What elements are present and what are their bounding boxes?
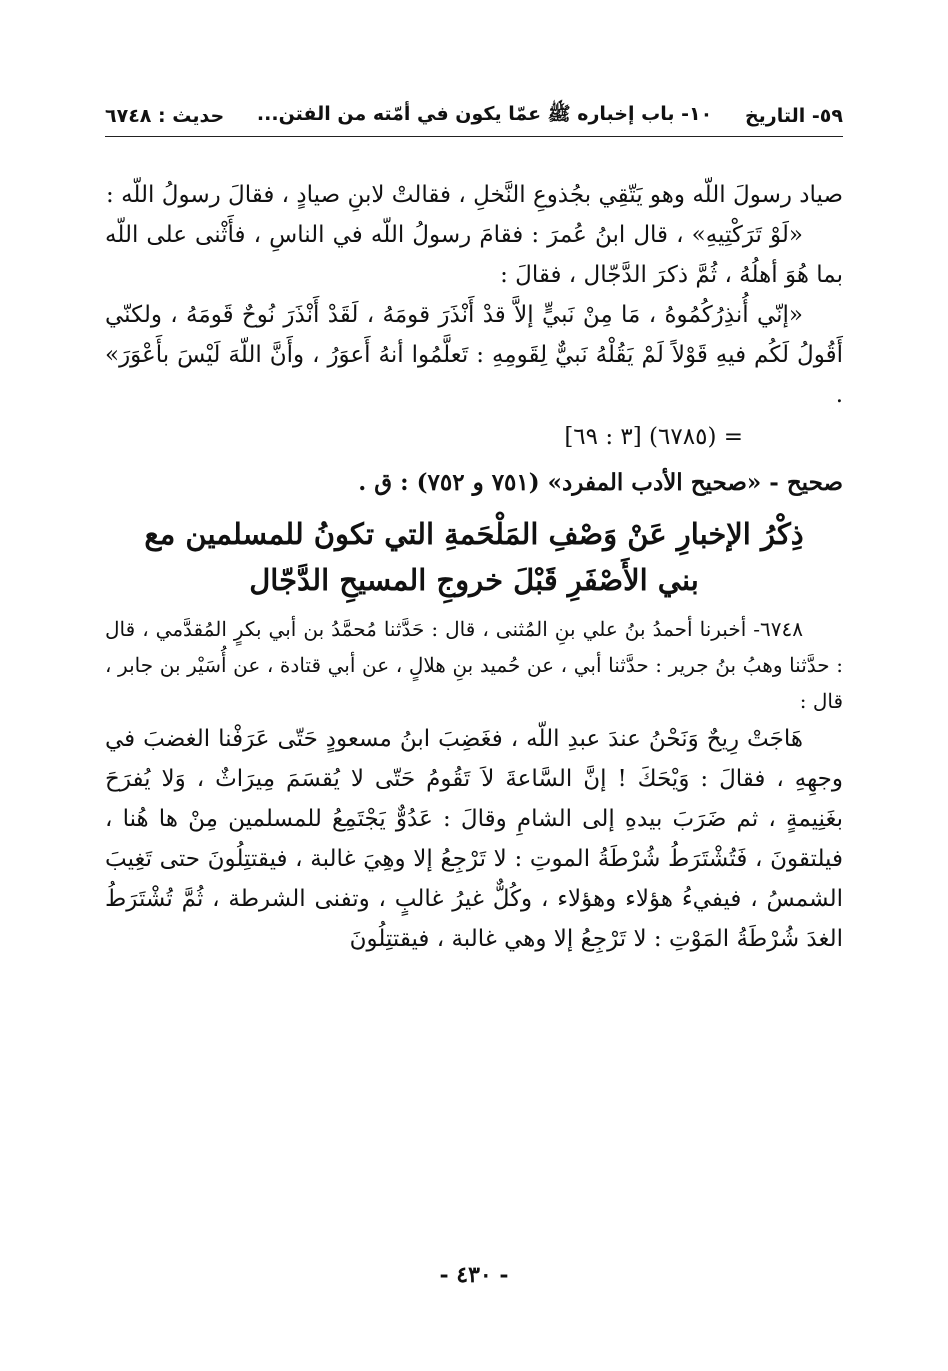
- grade-text: - «صحيح الأدب المفرد» (٧٥١ و ٧٥٢) : ق .: [358, 469, 779, 496]
- chapter-title: [105, 511, 843, 603]
- matn-paragraph: هَاجَتْ رِيحٌ وَنَحْنُ عندَ عبدِ اللّه ، فغَضِبَ ابنُ مسعودٍ حَتّى عَرَفْنا الغضبَ في وجهِهِ ، فقالَ : وَيْحَكَ ! إنَّ السَّاعةَ لاَ تَقُومُ حَتّى لا يُقسَمَ مِيرَاثٌ ، وَلا يُفرَحَ بغَنِيمةٍ ، ثم ضَرَبَ بيدهِ إلى الشامِ وقالَ : عَدُوٌّ يَجْتَمِعُ للمسلمين مِنْ ها هُنا ، فيلتقونَ ، فَتُشْتَرَطُ شُرْطَةُ الموتِ : لا تَرْجِعُ إلا وهِيَ غالبة ، فيقتتِلُونَ حتى تَغِيبَ الشمسُ ، فيفيءُ هؤلاء وهؤلاء ، وكُلٌّ غيرُ غالبٍ ، وتفنى الشرطة ، ثُمَّ تُشْتَرَطُ الغدَ شُرْطَةُ المَوْتِ : لا تَرْجِعُ إلا وهي غالبة ، فيقتتِلُونَ: [105, 726, 843, 952]
- running-header: [105, 96, 843, 137]
- paragraph-hadith-speech: «لَوْ تَرَكْتِيهِ» ، قال ابنُ عُمرَ : فقامَ رسولُ اللّه في الناسِ ، فأَثْنى على اللّه بما هُوَ أهلُهُ ، ثُمَّ ذكرَ الدَّجّال ، فقالَ :: [105, 222, 843, 288]
- header-hadith-ref: حديث : ٦٧٤٨: [105, 105, 225, 127]
- grading-line: [105, 463, 843, 503]
- paragraph-quote: «إنّي أُنذِرُكُمُوهُ ، مَا مِنْ نَبيٍّ إلاَّ قدْ أَنْذَرَ قومَهُ ، لَقَدْ أَنْذَرَ نُوحٌ قَومَهُ ، ولكنّي أَقُولُ لَكُم فيهِ قَوْلاً لَمْ يَقُلْهُ نَبيٌّ لِقَومِهِ : تَعلَّمُوا أنهُ أَعوَرُ ، وأَنَّ اللّهَ لَيْسَ بأَعْوَرَ» .: [105, 302, 843, 408]
- paragraph-continuation: صياد رسولَ اللّه وهو يَتّقِي بجُذوعِ النَّخلِ ، فقالتْ لابنِ صيادٍ ، فقالَ رسولُ اللّه :: [106, 182, 843, 208]
- page-number: - ٤٣٠ -: [439, 1262, 509, 1288]
- header-section: ١٠- باب إخباره ﷺ عمّا يكون في أمّته من الفتن...: [256, 103, 713, 125]
- isnad-paragraph: ٦٧٤٨- أخبرنا أحمدُ بنُ علي بنِ المُثنى ، قال : حَدَّثنا مُحمَّدُ بن أبي بكرٍ المُقدَّمي ، قال : حدَّثنا وهبُ بنُ جرير : حدَّثنا أبي ، عن حُميد بنِ هلالٍ ، عن أبي قتادة ، عن أُسَيْر بن جابر ، قال :: [105, 617, 843, 713]
- chapter-title-line-2: بني الأَصْفَرِ قَبْلَ خروجِ المسيحِ الدَّجّال: [249, 563, 699, 597]
- page-body: [105, 175, 843, 959]
- header-chapter: ٥٩- التاريخ: [744, 105, 843, 127]
- grade-label: صحيح: [786, 469, 843, 496]
- chapter-title-line-1: ذِكْرُ الإخبارِ عَنْ وَصْفِ المَلْحَمةِ التي تكونُ للمسلمين مع: [144, 517, 804, 551]
- cross-reference: = (٦٧٨٥) [٣ : ٦٩]: [564, 424, 743, 450]
